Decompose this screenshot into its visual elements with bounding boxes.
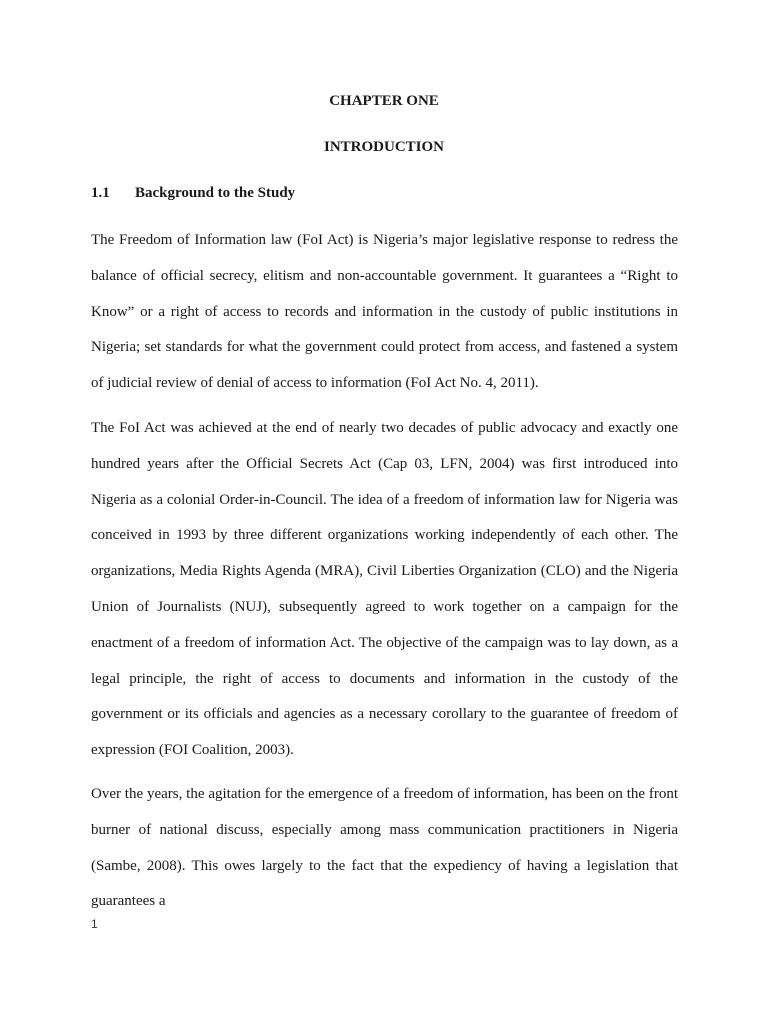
section-heading bbox=[91, 185, 295, 202]
paragraph-3: Over the years, the agitation for the emergence of a freedom of information, has been on the front burner of national discuss, especially among mass communication practitioners in Nigeria (Sambe, 2008). This owes largely to the fact that the expediency of having a legislation that guarantees a bbox=[91, 786, 678, 910]
page-number: 1 bbox=[91, 917, 98, 931]
chapter-label: CHAPTER ONE bbox=[329, 93, 439, 109]
section-number: 1.1 bbox=[91, 185, 110, 201]
paragraph-2: The FoI Act was achieved at the end of nearly two decades of public advocacy and exactly one hundred years after the Official Secrets Act (Cap 03, LFN, 2004) was first introduced into Nigeria as a colonial Order-in-Council. The idea of a freedom of information law for Nigeria was conceived in 1993 by three different organizations working independently of each other. The organizations, Media Rights Agenda (MRA), Civil Liberties Organization (CLO) and the Nigeria Union of Journalists (NUJ), subsequently agreed to work together on a campaign for the enactment of a freedom of information Act. The objective of the campaign was to lay down, as a legal principle, the right of access to documents and information in the custody of the government or its officials and agencies as a necessary corollary to the guarantee of freedom of expression (FOI Coalition, 2003). bbox=[91, 420, 678, 759]
section-title: Background to the Study bbox=[135, 185, 296, 201]
paragraph-1: The Freedom of Information law (FoI Act) is Nigeria’s major legislative response to redress the balance of official secrecy, elitism and non-accountable government. It guarantees a “Right to Know” or a right of access to records and information in the custody of public institutions in Nigeria; set standards for what the government could protect from access, and fastened a system of judicial review of denial of access to information (FoI Act No. 4, 2011). bbox=[91, 232, 678, 392]
chapter-title: INTRODUCTION bbox=[323, 139, 444, 155]
